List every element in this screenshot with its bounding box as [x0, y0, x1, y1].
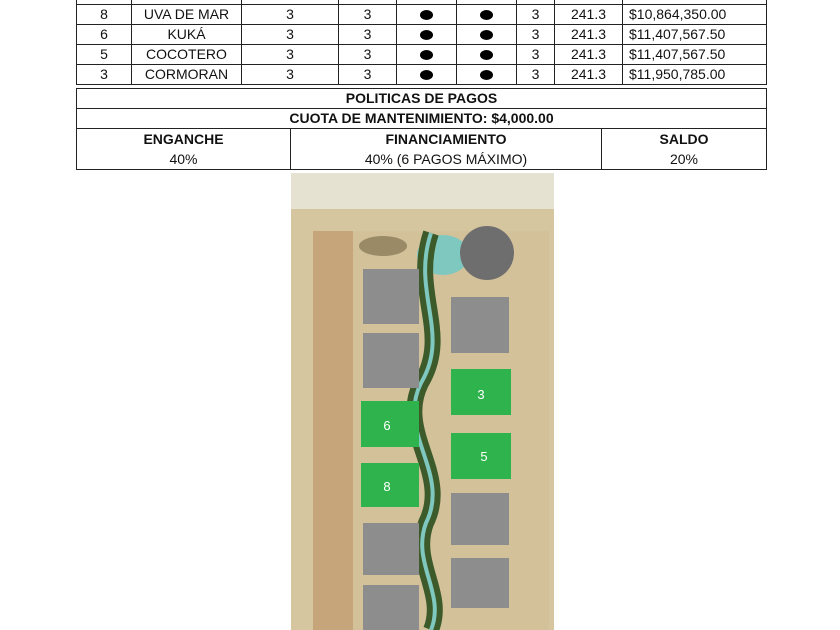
feature-cell [457, 65, 517, 85]
bullet-icon [480, 30, 493, 40]
house-sold [363, 269, 419, 324]
house-sold [363, 333, 419, 388]
area-cell: 241.3 [555, 5, 623, 25]
bullet-icon [420, 70, 433, 80]
lot-number: 5 [77, 45, 132, 65]
feature-cell [397, 25, 457, 45]
feature-cell [397, 5, 457, 25]
beach-water [291, 173, 554, 209]
house-sold [363, 523, 419, 575]
bathrooms-cell: 3 [339, 25, 397, 45]
table-row [77, 65, 767, 85]
table-row [77, 5, 767, 25]
lot-number: 6 [77, 25, 132, 45]
site-plan-render [291, 173, 554, 630]
price-cell: $11,407,567.50 [623, 25, 767, 45]
table-row [77, 45, 767, 65]
bathrooms-cell: 3 [339, 45, 397, 65]
price-cell: $11,407,567.50 [623, 45, 767, 65]
bathrooms-cell: 3 [339, 65, 397, 85]
payment-policy-table [76, 88, 767, 170]
bathrooms-cell: 3 [339, 5, 397, 25]
maintenance-fee: CUOTA DE MANTENIMIENTO: $4,000.00 [77, 109, 767, 129]
levels-cell: 3 [517, 25, 555, 45]
lot-number: 8 [77, 5, 132, 25]
lot-label-3: 3 [477, 387, 485, 402]
levels-cell: 3 [517, 5, 555, 25]
price-cell: $11,950,785.00 [623, 65, 767, 85]
feature-cell [457, 45, 517, 65]
price-cell: $10,864,350.00 [623, 5, 767, 25]
lot-number: 3 [77, 65, 132, 85]
bedrooms-cell: 3 [242, 45, 339, 65]
levels-cell: 3 [517, 65, 555, 85]
levels-cell: 3 [517, 45, 555, 65]
unit-name: KUKÁ [132, 25, 242, 45]
bullet-icon [480, 10, 493, 20]
bullet-icon [420, 50, 433, 60]
financing-value: 40% (6 PAGOS MÁXIMO) [364, 151, 528, 167]
feature-cell [397, 65, 457, 85]
unit-name: CORMORAN [132, 65, 242, 85]
financing-cell [291, 129, 602, 170]
lot-label-8: 8 [383, 479, 391, 494]
bullet-icon [480, 50, 493, 60]
table-row [77, 25, 767, 45]
feature-cell [457, 5, 517, 25]
area-cell: 241.3 [555, 65, 623, 85]
down-payment-value: 40% [169, 151, 198, 167]
financing-header: FINANCIAMIENTO [385, 131, 507, 147]
house-sold [451, 297, 509, 353]
site-plan-image [291, 173, 554, 630]
feature-cell [457, 25, 517, 45]
area-cell: 241.3 [555, 45, 623, 65]
lot-label-5: 5 [480, 449, 488, 464]
balance-header: SALDO [659, 131, 709, 147]
house-sold [451, 558, 509, 608]
pergola [359, 236, 407, 256]
unit-name: UVA DE MAR [132, 5, 242, 25]
lot-label-6: 6 [383, 418, 391, 433]
down-payment-cell [77, 129, 291, 170]
palapa-roof [460, 226, 514, 280]
area-cell: 241.3 [555, 25, 623, 45]
access-road [313, 231, 355, 630]
bedrooms-cell: 3 [242, 65, 339, 85]
bullet-icon [420, 30, 433, 40]
house-sold [451, 493, 509, 545]
unit-name: COCOTERO [132, 45, 242, 65]
balance-cell [602, 129, 767, 170]
bullet-icon [420, 10, 433, 20]
down-payment-header: ENGANCHE [143, 131, 224, 147]
bullet-icon [480, 70, 493, 80]
policy-title: POLITICAS DE PAGOS [77, 89, 767, 109]
units-table [76, 0, 767, 85]
house-sold [363, 585, 419, 630]
balance-value: 20% [669, 151, 699, 167]
bedrooms-cell: 3 [242, 25, 339, 45]
feature-cell [397, 45, 457, 65]
bedrooms-cell: 3 [242, 5, 339, 25]
